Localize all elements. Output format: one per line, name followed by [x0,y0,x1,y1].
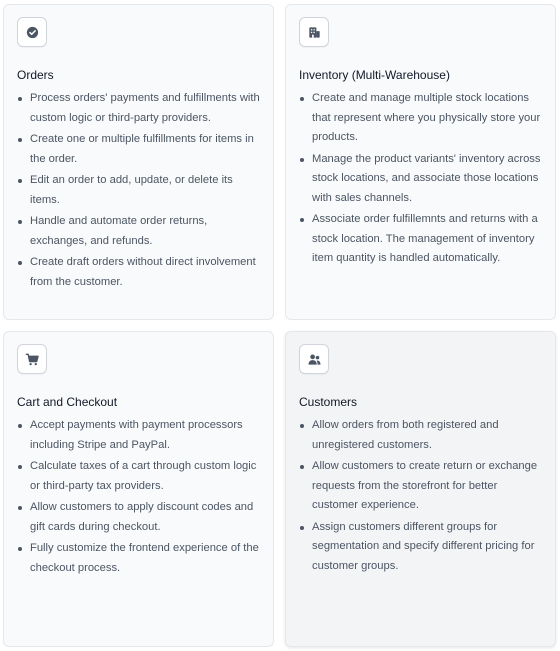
list-item: Manage the product variants' inventory across stock locations, and associate those locations with sales channels. [312,150,542,209]
list-item: Edit an order to add, update, or delete its items. [30,171,260,210]
list-item: Process orders' payments and fulfillments with custom logic or third-party providers. [30,89,260,128]
feature-card-customers[interactable] [285,331,556,647]
card-title: Inventory (Multi-Warehouse) [299,68,450,82]
list-item: Allow customers to apply discount codes and gift cards during checkout. [30,498,260,537]
feature-list [299,416,542,576]
feature-card-orders[interactable] [3,4,274,320]
shopping-cart-icon [17,344,47,374]
building-icon [299,17,329,47]
users-icon [299,344,329,374]
list-item: Create and manage multiple stock locations that represent where you physically store your products. [312,89,542,148]
feature-list [299,89,542,269]
list-item: Allow customers to create return or exchange requests from the storefront for better customer experience. [312,457,542,516]
list-item: Fully customize the frontend experience of the checkout process. [30,539,260,578]
list-item: Accept payments with payment processors including Stripe and PayPal. [30,416,260,455]
card-title: Customers [299,395,358,409]
card-title: Orders [17,68,54,82]
feature-list [17,89,260,292]
feature-card-inventory[interactable] [285,4,556,320]
feature-list [17,416,260,578]
list-item: Allow orders from both registered and unregistered customers. [312,416,542,455]
list-item: Calculate taxes of a cart through custom logic or third-party tax providers. [30,457,260,496]
list-item: Create one or multiple fulfillments for items in the order. [30,130,260,169]
list-item: Handle and automate order returns, exchanges, and refunds. [30,212,260,251]
list-item: Assign customers different groups for segmentation and specify different pricing for customer groups. [312,518,542,577]
check-circle-icon [17,17,47,47]
card-title: Cart and Checkout [17,395,118,409]
feature-card-cart-checkout[interactable] [3,331,274,647]
list-item: Associate order fulfillemnts and returns with a stock location. The management of inventory item quantity is handled automatically. [312,210,542,269]
list-item: Create draft orders without direct involvement from the customer. [30,253,260,292]
